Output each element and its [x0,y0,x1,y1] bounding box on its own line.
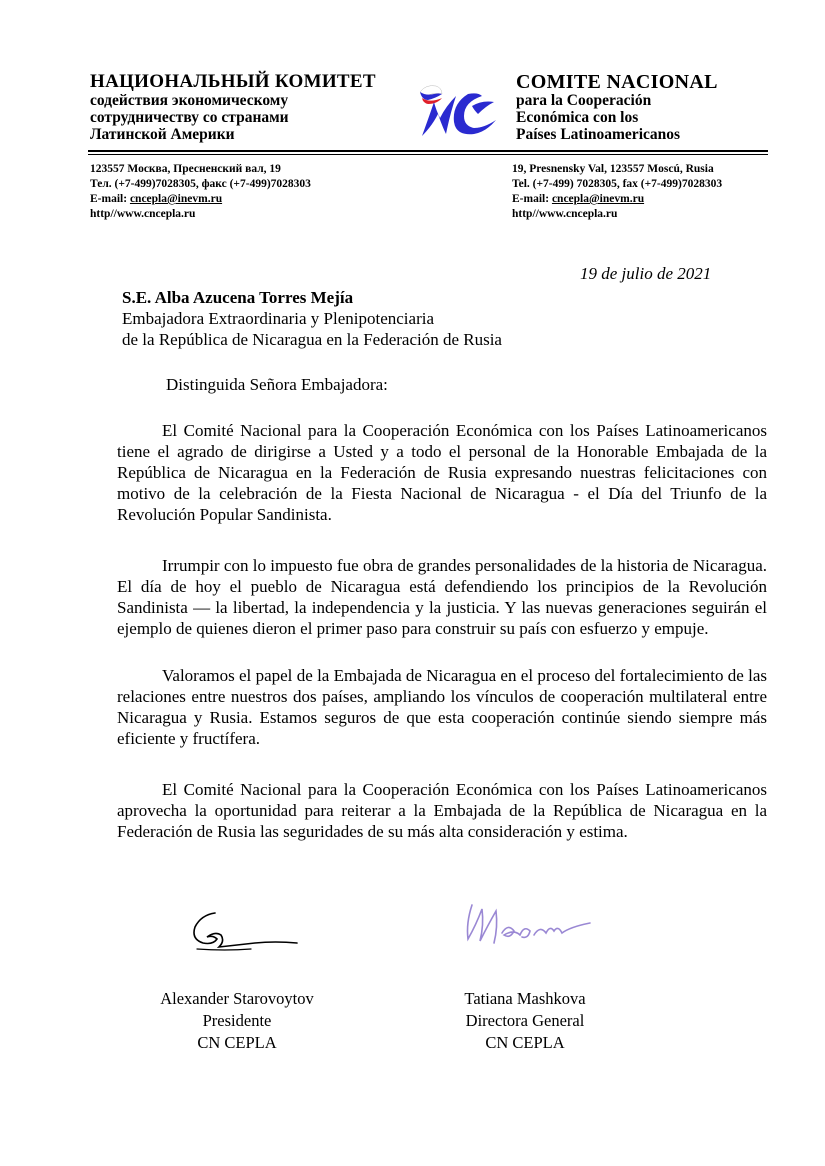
website-link[interactable]: http//www.cncepla.ru [90,208,196,220]
website-link[interactable]: http//www.cncepla.ru [512,208,618,220]
recipient-title-2: de la República de Nicaragua en la Federación de Rusia [122,330,502,349]
header-left-line3: Латинской Америки [90,126,235,143]
header-right-line2: Económica con los [516,109,639,126]
header-right [516,72,718,143]
header-left [90,72,376,143]
paragraph-3: Valoramos el papel de la Embajada de Nicaragua en el proceso del fortalecimiento de las relaciones entre nuestros dos países, ampliando los vínculos de cooperación multilateral entre Nicaragua y Rusia. Estamos seguros de que esta cooperación continúe siendo siempre más eficiente y fructífera. [117,666,767,748]
header-right-title: COMITE NACIONAL [516,71,718,93]
contacts-right [512,162,722,222]
address-es: 19, Presnensky Val, 123557 Moscú, Rusia [512,163,714,175]
signature-right-image [458,895,598,955]
paragraph-1: El Comité Nacional para la Cooperación Económica con los Países Latinoamericanos tiene el agrado de dirigirse a Usted y a todo el personal de la Honorable Embajada de la República de Nicaragua en la Federación de Rusia expresando nuestras felicitaciones con motivo de la celebración de la Fiesta Nacional de Nicaragua - el Día del Triunfo de la Revolución Popular Sandinista. [117,421,767,524]
recipient-title-1: Embajadora Extraordinaria y Plenipotenciaria [122,309,435,328]
letter-date: 19 de julio de 2021 [580,264,712,283]
header-rule-thick [88,150,768,152]
signer-name: Tatiana Mashkova [464,989,586,1008]
signer-role: Directora General [465,1011,585,1030]
recipient-block [122,287,502,350]
recipient-name: S.E. Alba Azucena Torres Mejía [122,288,354,307]
header-left-line2: сотрудничеству со странами [90,109,289,126]
header-right-line1: para la Cooperación [516,92,652,109]
contacts-left [90,162,311,222]
paragraph-3-wrap [117,665,767,749]
header-left-title: НАЦИОНАЛЬНЫЙ КОМИТЕТ [90,71,376,92]
signer-role: Presidente [202,1011,272,1030]
email-link[interactable]: cncepla@inevm.ru [551,193,645,205]
paragraph-2: Irrumpir con lo impuesto fue obra de grandes personalidades de la historia de Nicaragua. El día de hoy el pueblo de Nicaragua está defendiendo los principios de la Revolución Sandinista — la libertad, la independencia y la justicia. Y las nuevas generaciones seguirán el ejemplo de quienes dieron el primer paso para construir su país con esfuerzo y empuje. [117,556,767,638]
header-left-line1: содействия экономическому [90,92,289,109]
email-ru-line [90,192,311,207]
signer-name: Alexander Starovoytov [160,989,314,1008]
header-right-line3: Países Latinoamericanos [516,126,681,143]
cncepla-logo [412,80,502,142]
header-rule-thin [88,154,768,155]
signature-left-image [185,905,305,965]
email-link[interactable]: cncepla@inevm.ru [129,193,223,205]
phone-es: Tel. (+7-499) 7028305, fax (+7-499)7028303 [512,178,723,190]
signer-org: CN CEPLA [197,1033,277,1052]
phone-ru: Тел. (+7-499)7028305, факс (+7-499)7028303 [90,178,311,190]
email-es-line [512,192,722,207]
paragraph-2-wrap [117,555,767,639]
signature-left [137,988,337,1054]
email-label: E-mail: [512,193,550,205]
paragraph-4: El Comité Nacional para la Cooperación Económica con los Países Latinoamericanos aprovecha la oportunidad para reiterar a la Embajada de la República de Nicaragua en la Federación de Rusia las seguridades de su más alta consideración y estima. [117,780,767,841]
signer-org: CN CEPLA [485,1033,565,1052]
email-label: E-mail: [90,193,128,205]
address-ru: 123557 Москва, Пресненский вал, 19 [90,163,281,175]
paragraph-1-wrap [117,420,767,525]
signature-right [440,988,610,1054]
salutation: Distinguida Señora Embajadora: [166,375,388,394]
paragraph-4-wrap [117,779,767,842]
